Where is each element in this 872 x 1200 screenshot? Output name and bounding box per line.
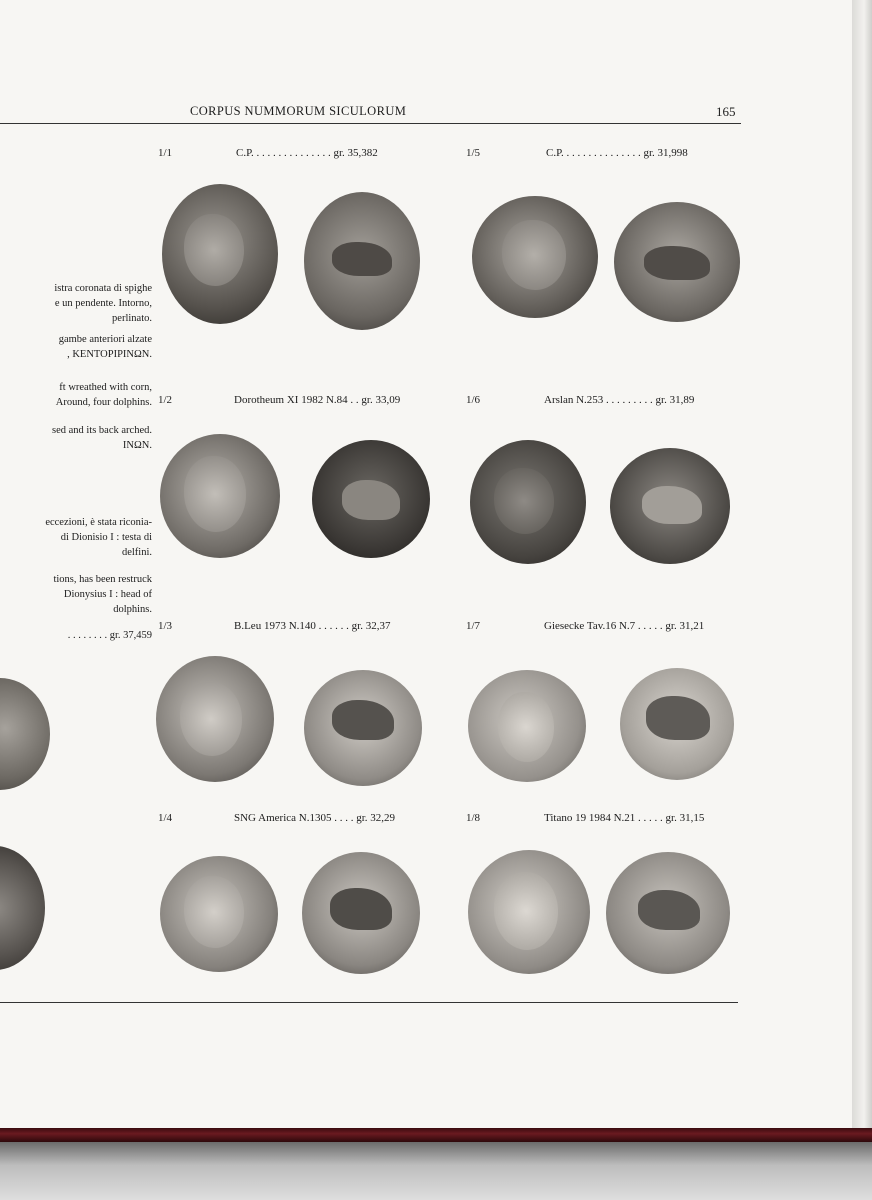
- coin-obverse-photo: [156, 656, 274, 782]
- left-text-line: gambe anteriori alzate: [58, 334, 152, 345]
- coin-obverse-photo: [470, 440, 586, 564]
- coin-obverse-photo: [468, 850, 590, 974]
- entry-source: C.P. . . . . . . . . . . . . . . gr. 31,998: [546, 147, 688, 159]
- cropped-coin-photo: [0, 846, 45, 970]
- entry-number: 1/2: [158, 394, 173, 406]
- left-text-line: dolphins.: [113, 604, 152, 615]
- book-cover-edge: [0, 1128, 872, 1142]
- coin-reverse-photo: [304, 192, 420, 330]
- entry-source: Arslan N.253 . . . . . . . . . gr. 31,89: [544, 394, 695, 406]
- coin-obverse-photo: [472, 196, 598, 318]
- page-edge: [852, 0, 872, 1130]
- coin-obverse-photo: [160, 434, 280, 558]
- left-text-line: Dionysius I : head of: [63, 589, 152, 600]
- scan-background: [0, 1142, 872, 1200]
- entry-number: 1/6: [466, 394, 481, 406]
- coin-reverse-photo: [614, 202, 740, 322]
- entry-source: Dorotheum XI 1982 N.84 . . gr. 33,09: [234, 394, 401, 406]
- entry-number: 1/1: [158, 147, 173, 159]
- footer-rule: [0, 1002, 738, 1003]
- left-text-line: istra coronata di spighe: [54, 283, 152, 294]
- entry-number: 1/5: [466, 147, 481, 159]
- entry-number: 1/8: [466, 812, 481, 824]
- left-text-line: eccezioni, è stata riconia-: [45, 517, 152, 528]
- entry-number: 1/4: [158, 812, 173, 824]
- entry-source: SNG America N.1305 . . . . gr. 32,29: [234, 812, 396, 824]
- left-text-line: , KENTOPIPINΩN.: [67, 349, 152, 360]
- coin-obverse-photo: [468, 670, 586, 782]
- page-number: 165: [716, 104, 736, 119]
- entry-source: B.Leu 1973 N.140 . . . . . . gr. 32,37: [234, 620, 391, 632]
- left-text-line: Around, four dolphins.: [55, 397, 152, 408]
- left-text-line: perlinato.: [112, 313, 152, 324]
- left-text-line: tions, has been restruck: [53, 574, 152, 585]
- left-text-line: di Dionisio I : testa di: [60, 532, 152, 543]
- entry-source: C.P. . . . . . . . . . . . . . . gr. 35,382: [236, 147, 378, 159]
- coin-reverse-photo: [312, 440, 430, 558]
- coin-obverse-photo: [160, 856, 278, 972]
- coin-obverse-photo: [162, 184, 278, 324]
- coin-reverse-photo: [606, 852, 730, 974]
- coin-reverse-photo: [302, 852, 420, 974]
- left-text-line: INΩN.: [122, 440, 152, 451]
- entry-source: Titano 19 1984 N.21 . . . . . gr. 31,15: [544, 812, 705, 824]
- left-text-line: delfini.: [121, 547, 152, 558]
- left-text-line: e un pendente. Intorno,: [54, 298, 152, 309]
- running-title: CORPUS NUMMORUM SICULORUM: [190, 104, 407, 118]
- cropped-coin-photo: [0, 678, 50, 790]
- coin-reverse-photo: [620, 668, 734, 780]
- coin-reverse-photo: [610, 448, 730, 564]
- coin-reverse-photo: [304, 670, 422, 786]
- entry-source: Giesecke Tav.16 N.7 . . . . . gr. 31,21: [544, 620, 705, 632]
- left-text-line: . . . . . . . . gr. 37,459: [67, 630, 152, 641]
- left-text-line: ft wreathed with corn,: [59, 382, 152, 393]
- entry-number: 1/3: [158, 620, 173, 632]
- left-text-line: sed and its back arched.: [51, 425, 152, 436]
- entry-number: 1/7: [466, 620, 481, 632]
- header-rule: [0, 123, 741, 124]
